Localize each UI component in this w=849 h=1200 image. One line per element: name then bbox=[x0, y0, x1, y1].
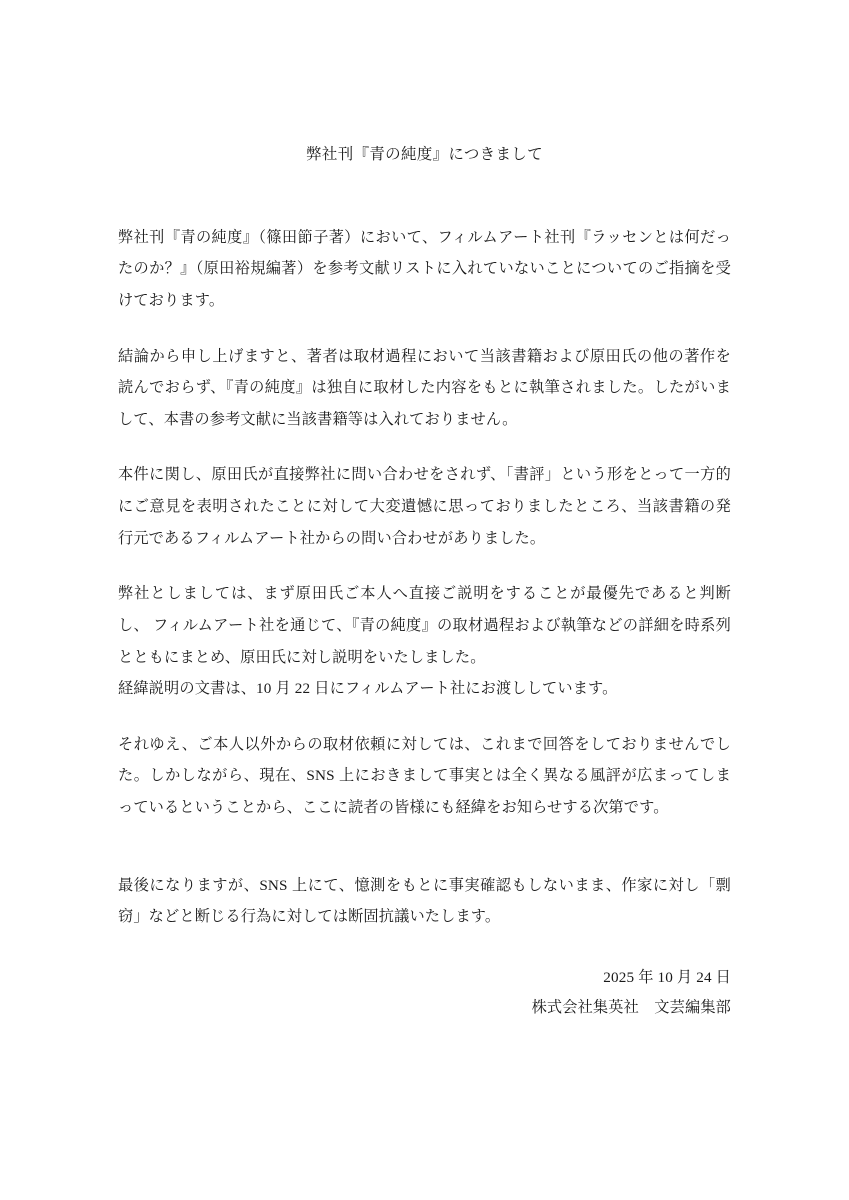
paragraph-2: 結論から申し上げますと、著者は取材過程において当該書籍および原田氏の他の著作を読んでおらず、『青の純度』は独自に取材した内容をもとに執筆されました。したがいまして、本書の参考文献に当該書籍等は入れておりません。 bbox=[118, 347, 731, 428]
paragraph-7: 最後になりますが、SNS 上にて、憶測をもとに事実確認もしないまま、作家に対し「剽窃」などと断じる行為に対しては断固抗議いたします。 bbox=[118, 876, 731, 926]
paragraph-5: 経緯説明の文書は、10 月 22 日にフィルムアート社にお渡ししています。 bbox=[118, 680, 618, 698]
signature-block bbox=[118, 963, 731, 1024]
signature-date: 2025 年 10 月 24 日 bbox=[603, 968, 731, 986]
paragraph-1: 弊社刊『青の純度』（篠田節子著）において、フィルムアート社刊『ラッセンとは何だったのか？』（原田裕規編著）を参考文献リストに入れていないことについてのご指摘を受けております。 bbox=[118, 228, 731, 310]
paragraph-4: 弊社としましては、まず原田氏ご本人へ直接ご説明をすることが最優先であると判断し、 フィルムアート社を通じて、『青の純度』の取材過程および執筆などの詳細を時系列とともにまとめ、原田氏に対し説明をいたしました。 bbox=[118, 585, 731, 666]
document-body bbox=[118, 222, 731, 933]
paragraph-6: それゆえ、ご本人以外からの取材依頼に対しては、これまで回答をしておりませんでした。しかしながら、現在、SNS 上におきまして事実とは全く異なる風評が広まってしまっているということから、ここに読者の皆様にも経緯をお知らせする次第です。 bbox=[118, 735, 731, 816]
paragraph-3: 本件に関し、原田氏が直接弊社に問い合わせをされず、「書評」という形をとって一方的にご意見を表明されたことに対して大変遺憾に思っておりましたところ、当該書籍の発行元であるフィルムアート社からの問い合わせがありました。 bbox=[118, 466, 731, 547]
signature-organization: 株式会社集英社 文芸編集部 bbox=[531, 999, 731, 1017]
document-title: 弊社刊『青の純度』につきまして bbox=[306, 146, 543, 163]
